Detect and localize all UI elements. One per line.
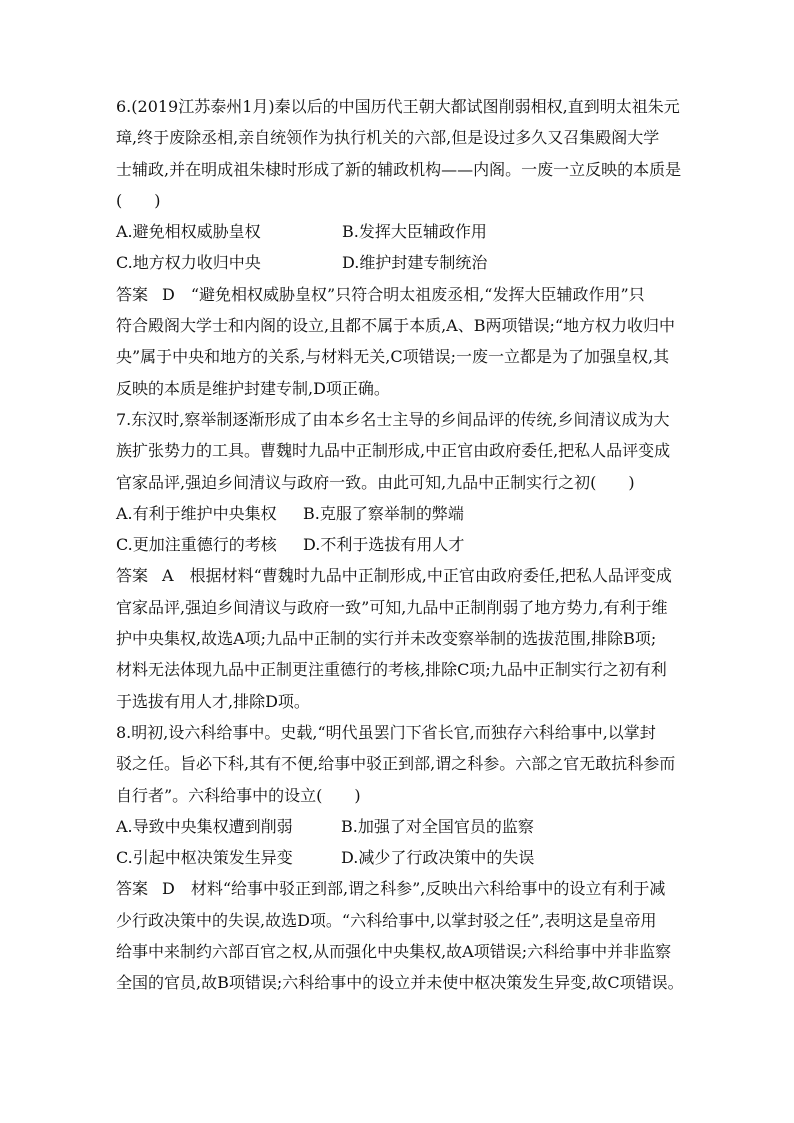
- question-8-option-a: A.导致中央集权遭到削弱: [116, 816, 293, 836]
- question-6-stem-line: 士辅政,并在明成祖朱棣时形成了新的辅政机构——内阁。一废一立反映的本质是: [116, 159, 682, 179]
- answer-explanation: 全国的官员,故B项错误;六科给事中的设立并未使中枢决策发生异变,故C项错误。: [116, 973, 684, 993]
- question-6-options-row: [116, 216, 686, 247]
- question-8-option-d: D.减少了行政决策中的失误: [341, 848, 535, 868]
- question-7-stem-line: 族扩张势力的工具。曹魏时九品中正制形成,中正官由政府委任,把私人品评变成: [116, 441, 671, 461]
- question-8-stem-line: 8.明初,设六科给事中。史载,“明代虽罢门下省长官,而独存六科给事中,以掌封: [116, 722, 656, 742]
- question-6-answer-line: [116, 279, 686, 310]
- answer-explanation: 官家品评,强迫乡间清议与政府一致”可知,九品中正制削弱了地方势力,有利于维: [116, 597, 668, 617]
- answer-explanation: 央”属于中央和地方的关系,与材料无关,C项错误;一废一立都是为了加强皇权,其: [116, 347, 670, 367]
- question-6-option-a: A.避免相权威胁皇权: [116, 222, 261, 242]
- document-page: [116, 91, 686, 999]
- question-7-option-d: D.不利于选拔有用人才: [303, 535, 465, 555]
- answer-explanation: 反映的本质是维护封建专制,D项正确。: [116, 378, 390, 398]
- question-6-options-row: [116, 247, 686, 278]
- answer-explanation: 给事中来制约六部百官之权,从而强化中央集权,故A项错误;六科给事中并非监察: [116, 942, 672, 962]
- question-8-option-b: B.加强了对全国官员的监察: [341, 816, 534, 836]
- question-7-answer-line: [116, 560, 686, 591]
- question-7: [116, 404, 686, 717]
- answer-explanation: 材料“给事中驳正到部,谓之科参”,反映出六科给事中的设立有利于减: [190, 879, 666, 899]
- answer-key: D: [162, 879, 175, 899]
- answer-explanation: 根据材料“曹魏时九品中正制形成,中正官由政府委任,把私人品评变成: [189, 566, 672, 586]
- question-6-answer-blank: ( ): [116, 190, 161, 210]
- answer-key: A: [162, 566, 174, 586]
- question-8-options-row: [116, 842, 686, 873]
- answer-label: 答案: [116, 879, 149, 899]
- question-8-option-c: C.引起中枢决策发生异变: [116, 848, 293, 868]
- question-6-stem-line: 璋,终于废除丞相,亲自统领作为执行机关的六部,但是设过多久又召集殿阁大学: [116, 128, 660, 148]
- question-7-option-b: B.克服了察举制的弊端: [303, 503, 464, 523]
- answer-label: 答案: [116, 566, 149, 586]
- answer-explanation: “避免相权威胁皇权”只符合明太祖废丞相,“发挥大臣辅政作用”只: [190, 284, 645, 304]
- question-8-answer-line: [116, 873, 686, 904]
- question-7-options-row: [116, 498, 686, 529]
- answer-explanation: 材料无法体现九品中正制更注重德行的考核,排除C项;九品中正制实行之初有利: [116, 660, 667, 680]
- answer-explanation: 少行政决策中的失误,故选D项。“六科给事中,以掌封驳之任”,表明这是皇帝用: [116, 910, 657, 930]
- question-6: [116, 91, 686, 404]
- question-7-options-row: [116, 529, 686, 560]
- question-7-option-a: A.有利于维护中央集权: [116, 503, 277, 523]
- question-6-stem-line: 6.(2019江苏泰州1月)秦以后的中国历代王朝大都试图削弱相权,直到明太祖朱元: [116, 97, 680, 116]
- question-7-stem-line: 7.东汉时,察举制逐渐形成了由本乡名士主导的乡间品评的传统,乡间清议成为大: [116, 409, 670, 429]
- question-8-stem-line: 自行者”。六科给事中的设立( ): [116, 785, 361, 805]
- question-6-option-b: B.发挥大臣辅政作用: [342, 222, 487, 242]
- question-6-option-d: D.维护封建专制统治: [342, 253, 488, 273]
- question-7-stem-line: 官家品评,强迫乡间清议与政府一致。由此可知,九品中正制实行之初( ): [116, 472, 635, 492]
- answer-explanation: 符合殿阁大学士和内阁的设立,且都不属于本质,A、B两项错误;“地方权力收归中: [116, 316, 676, 336]
- question-8-options-row: [116, 811, 686, 842]
- answer-label: 答案: [116, 284, 149, 304]
- answer-explanation: 护中央集权,故选A项;九品中正制的实行并未改变察举制的选拔范围,排除B项;: [116, 629, 657, 649]
- question-7-option-c: C.更加注重德行的考核: [116, 535, 277, 555]
- answer-explanation: 于选拔有用人才,排除D项。: [116, 691, 310, 711]
- question-8-stem-line: 驳之任。旨必下科,其有不便,给事中驳正到部,谓之科参。六部之官无敢抗科参而: [116, 754, 676, 774]
- question-8: [116, 717, 686, 999]
- answer-key: D: [162, 284, 175, 304]
- question-6-option-c: C.地方权力收归中央: [116, 253, 261, 273]
